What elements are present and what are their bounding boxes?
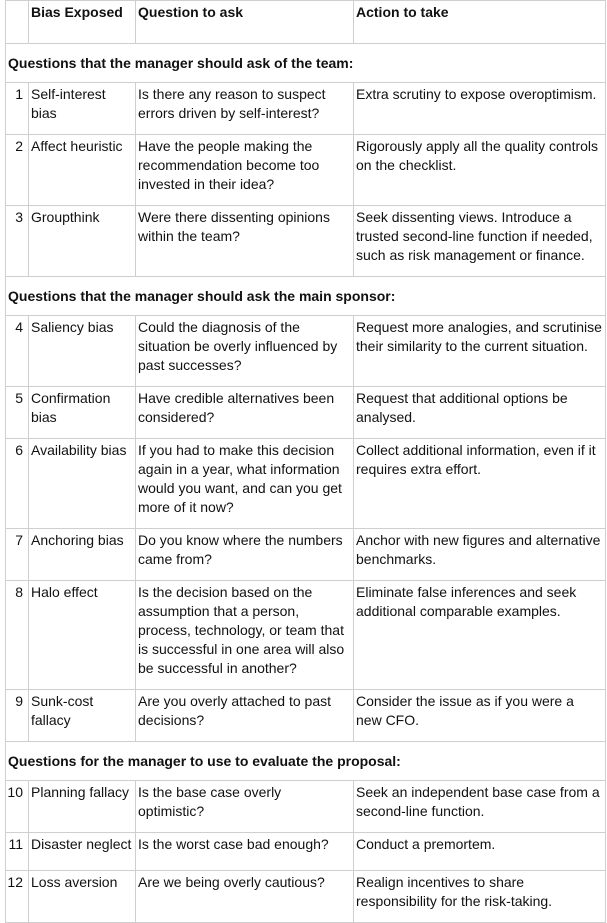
row-action: Consider the issue as if you were a new CFO.	[354, 690, 606, 742]
row-question: Have the people making the recommendation become too invested in their idea?	[136, 135, 354, 206]
row-number: 11	[6, 833, 29, 871]
section-row	[6, 44, 606, 83]
row-action: Seek an independent base case from a second-line function.	[354, 781, 606, 833]
row-question: Are you overly attached to past decisions?	[136, 690, 354, 742]
table-row	[6, 439, 606, 529]
header-question: Question to ask	[136, 1, 354, 44]
row-bias: Halo effect	[29, 581, 136, 690]
row-question: Is the decision based on the assumption that a person, process, technology, or team that is successful in one area will also be successful in another?	[136, 581, 354, 690]
row-bias: Confirmation bias	[29, 387, 136, 439]
row-number: 7	[6, 529, 29, 581]
row-bias: Self-interest bias	[29, 83, 136, 135]
row-action: Eliminate false inferences and seek additional comparable examples.	[354, 581, 606, 690]
table-row	[6, 781, 606, 833]
row-bias: Planning fallacy	[29, 781, 136, 833]
table-row	[6, 529, 606, 581]
table-header-row	[6, 1, 606, 44]
table-row	[6, 316, 606, 387]
row-action: Realign incentives to share responsibility for the risk-taking.	[354, 871, 606, 923]
row-bias: Affect heuristic	[29, 135, 136, 206]
row-bias: Anchoring bias	[29, 529, 136, 581]
row-bias: Disaster neglect	[29, 833, 136, 871]
row-number: 6	[6, 439, 29, 529]
row-action: Anchor with new figures and alternative benchmarks.	[354, 529, 606, 581]
row-number: 9	[6, 690, 29, 742]
row-number: 4	[6, 316, 29, 387]
row-question: If you had to make this decision again in a year, what information would you want, and can you get more of it now?	[136, 439, 354, 529]
table-row	[6, 387, 606, 439]
row-question: Is the worst case bad enough?	[136, 833, 354, 871]
table-row	[6, 690, 606, 742]
row-bias: Sunk-cost fallacy	[29, 690, 136, 742]
header-num	[6, 1, 29, 44]
section-title: Questions that the manager should ask the main sponsor:	[6, 277, 606, 316]
row-question: Have credible alternatives been considered?	[136, 387, 354, 439]
row-number: 3	[6, 206, 29, 277]
row-number: 8	[6, 581, 29, 690]
row-number: 1	[6, 83, 29, 135]
row-action: Conduct a premortem.	[354, 833, 606, 871]
header-action: Action to take	[354, 1, 606, 44]
row-action: Request more analogies, and scrutinise their similarity to the current situation.	[354, 316, 606, 387]
table-row	[6, 83, 606, 135]
row-bias: Groupthink	[29, 206, 136, 277]
table-row	[6, 581, 606, 690]
table-row	[6, 871, 606, 923]
row-question: Is the base case overly optimistic?	[136, 781, 354, 833]
row-question: Could the diagnosis of the situation be overly influenced by past successes?	[136, 316, 354, 387]
row-question: Were there dissenting opinions within the team?	[136, 206, 354, 277]
row-action: Rigorously apply all the quality controls on the checklist.	[354, 135, 606, 206]
row-action: Extra scrutiny to expose overoptimism.	[354, 83, 606, 135]
row-number: 2	[6, 135, 29, 206]
row-number: 5	[6, 387, 29, 439]
row-question: Are we being overly cautious?	[136, 871, 354, 923]
bias-checklist-table	[5, 0, 606, 923]
row-bias: Availability bias	[29, 439, 136, 529]
section-title: Questions for the manager to use to evaluate the proposal:	[6, 742, 606, 781]
row-action: Seek dissenting views. Introduce a trusted second-line function if needed, such as risk management or finance.	[354, 206, 606, 277]
table-row	[6, 833, 606, 871]
section-title: Questions that the manager should ask of the team:	[6, 44, 606, 83]
row-number: 10	[6, 781, 29, 833]
section-row	[6, 742, 606, 781]
table-row	[6, 135, 606, 206]
row-action: Collect additional information, even if it requires extra effort.	[354, 439, 606, 529]
header-bias: Bias Exposed	[29, 1, 136, 44]
row-number: 12	[6, 871, 29, 923]
table-row	[6, 206, 606, 277]
row-bias: Loss aversion	[29, 871, 136, 923]
row-action: Request that additional options be analysed.	[354, 387, 606, 439]
row-question: Is there any reason to suspect errors driven by self-interest?	[136, 83, 354, 135]
row-bias: Saliency bias	[29, 316, 136, 387]
row-question: Do you know where the numbers came from?	[136, 529, 354, 581]
section-row	[6, 277, 606, 316]
